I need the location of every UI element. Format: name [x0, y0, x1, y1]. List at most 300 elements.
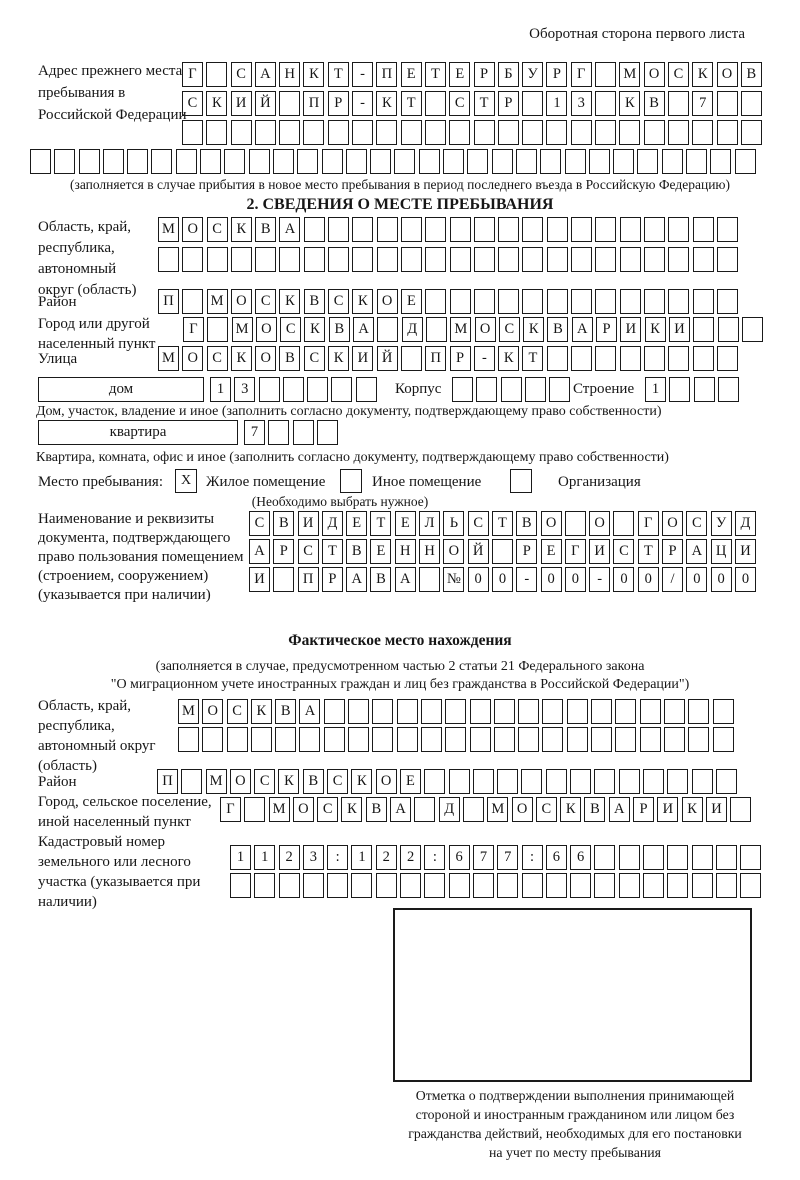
form-cell[interactable]: [443, 149, 464, 174]
form-cell[interactable]: [594, 845, 615, 870]
form-cell[interactable]: [667, 873, 688, 898]
form-cell[interactable]: [717, 289, 738, 314]
form-cell[interactable]: Г: [183, 317, 204, 342]
form-cell[interactable]: 0: [492, 567, 513, 592]
form-cell[interactable]: С: [298, 539, 319, 564]
form-cell[interactable]: [249, 149, 270, 174]
form-cell[interactable]: :: [424, 845, 445, 870]
form-cell[interactable]: Е: [346, 511, 367, 536]
form-cell[interactable]: М: [619, 62, 640, 87]
form-cell[interactable]: [668, 289, 689, 314]
form-cell[interactable]: С: [207, 346, 228, 371]
form-cell[interactable]: А: [346, 567, 367, 592]
form-cell[interactable]: [518, 699, 539, 724]
form-cell[interactable]: [717, 91, 738, 116]
form-cell[interactable]: Р: [633, 797, 654, 822]
form-cell[interactable]: С: [182, 91, 203, 116]
form-cell[interactable]: [476, 377, 497, 402]
form-cell[interactable]: [449, 120, 470, 145]
form-cell[interactable]: -: [516, 567, 537, 592]
form-cell[interactable]: [328, 247, 349, 272]
form-cell[interactable]: [255, 247, 276, 272]
form-cell[interactable]: 0: [541, 567, 562, 592]
form-cell[interactable]: А: [279, 217, 300, 242]
form-cell[interactable]: К: [692, 62, 713, 87]
form-cell[interactable]: Е: [370, 539, 391, 564]
form-cell[interactable]: С: [668, 62, 689, 87]
form-cell[interactable]: В: [644, 91, 665, 116]
form-cell[interactable]: [615, 699, 636, 724]
form-cell[interactable]: [273, 149, 294, 174]
form-cell[interactable]: [591, 727, 612, 752]
form-cell[interactable]: [394, 149, 415, 174]
form-cell[interactable]: О: [182, 217, 203, 242]
form-cell[interactable]: [467, 149, 488, 174]
form-cell[interactable]: С: [255, 289, 276, 314]
form-cell[interactable]: [299, 727, 320, 752]
form-cell[interactable]: [372, 699, 393, 724]
form-cell[interactable]: Е: [395, 511, 416, 536]
form-cell[interactable]: [594, 769, 615, 794]
form-cell[interactable]: О: [255, 346, 276, 371]
form-cell[interactable]: [470, 699, 491, 724]
form-cell[interactable]: [425, 217, 446, 242]
form-cell[interactable]: [424, 769, 445, 794]
form-cell[interactable]: К: [231, 346, 252, 371]
form-cell[interactable]: [595, 346, 616, 371]
form-cell[interactable]: [450, 247, 471, 272]
form-cell[interactable]: [279, 120, 300, 145]
form-cell[interactable]: Т: [492, 511, 513, 536]
form-cell[interactable]: С: [327, 769, 348, 794]
form-cell[interactable]: 3: [234, 377, 255, 402]
form-cell[interactable]: [619, 845, 640, 870]
form-cell[interactable]: М: [158, 217, 179, 242]
form-cell[interactable]: А: [390, 797, 411, 822]
form-cell[interactable]: [667, 769, 688, 794]
form-cell[interactable]: [501, 377, 522, 402]
form-cell[interactable]: [178, 727, 199, 752]
form-cell[interactable]: [644, 247, 665, 272]
form-cell[interactable]: И: [706, 797, 727, 822]
form-cell[interactable]: К: [206, 91, 227, 116]
form-cell[interactable]: [717, 247, 738, 272]
form-cell[interactable]: 2: [376, 845, 397, 870]
form-cell[interactable]: 2: [279, 845, 300, 870]
form-cell[interactable]: [79, 149, 100, 174]
form-cell[interactable]: [351, 873, 372, 898]
form-cell[interactable]: [693, 217, 714, 242]
form-cell[interactable]: [498, 217, 519, 242]
form-cell[interactable]: Е: [449, 62, 470, 87]
form-cell[interactable]: [283, 377, 304, 402]
form-cell[interactable]: 7: [692, 91, 713, 116]
form-cell[interactable]: П: [376, 62, 397, 87]
form-cell[interactable]: Н: [279, 62, 300, 87]
form-cell[interactable]: 1: [546, 91, 567, 116]
form-cell[interactable]: [307, 377, 328, 402]
form-cell[interactable]: [445, 699, 466, 724]
form-cell[interactable]: [620, 289, 641, 314]
form-cell[interactable]: [664, 699, 685, 724]
form-cell[interactable]: [571, 289, 592, 314]
form-cell[interactable]: Р: [516, 539, 537, 564]
form-cell[interactable]: [293, 420, 314, 445]
form-cell[interactable]: А: [686, 539, 707, 564]
form-cell[interactable]: Т: [328, 62, 349, 87]
form-cell[interactable]: Д: [402, 317, 423, 342]
form-cell[interactable]: О: [230, 769, 251, 794]
form-cell[interactable]: С: [304, 346, 325, 371]
form-cell[interactable]: [619, 120, 640, 145]
form-cell[interactable]: 1: [230, 845, 251, 870]
form-cell[interactable]: [372, 727, 393, 752]
form-cell[interactable]: [182, 247, 203, 272]
form-cell[interactable]: [492, 149, 513, 174]
form-cell[interactable]: [718, 377, 739, 402]
form-cell[interactable]: [317, 420, 338, 445]
form-cell[interactable]: [127, 149, 148, 174]
form-cell[interactable]: [595, 91, 616, 116]
form-cell[interactable]: А: [609, 797, 630, 822]
form-cell[interactable]: К: [523, 317, 544, 342]
form-cell[interactable]: [224, 149, 245, 174]
form-cell[interactable]: [668, 91, 689, 116]
form-cell[interactable]: [182, 120, 203, 145]
form-cell[interactable]: В: [370, 567, 391, 592]
form-cell[interactable]: [620, 247, 641, 272]
form-cell[interactable]: [668, 346, 689, 371]
form-cell[interactable]: [497, 769, 518, 794]
form-cell[interactable]: В: [255, 217, 276, 242]
form-cell[interactable]: И: [249, 567, 270, 592]
form-cell[interactable]: [474, 289, 495, 314]
form-cell[interactable]: 6: [546, 845, 567, 870]
form-cell[interactable]: К: [341, 797, 362, 822]
form-cell[interactable]: [304, 247, 325, 272]
form-cell[interactable]: [718, 317, 739, 342]
form-cell[interactable]: 1: [254, 845, 275, 870]
form-cell[interactable]: [640, 699, 661, 724]
form-cell[interactable]: [620, 346, 641, 371]
form-cell[interactable]: [730, 797, 751, 822]
form-cell[interactable]: И: [231, 91, 252, 116]
form-cell[interactable]: [449, 873, 470, 898]
form-cell[interactable]: 1: [210, 377, 231, 402]
form-cell[interactable]: [474, 120, 495, 145]
form-cell[interactable]: [498, 120, 519, 145]
form-cell[interactable]: [473, 769, 494, 794]
form-cell[interactable]: [516, 149, 537, 174]
form-cell[interactable]: У: [522, 62, 543, 87]
form-cell[interactable]: Г: [571, 62, 592, 87]
form-cell[interactable]: И: [352, 346, 373, 371]
form-cell[interactable]: И: [298, 511, 319, 536]
form-cell[interactable]: [589, 149, 610, 174]
form-cell[interactable]: К: [619, 91, 640, 116]
form-cell[interactable]: Д: [735, 511, 756, 536]
form-cell[interactable]: [717, 120, 738, 145]
dom-name-box[interactable]: дом: [38, 377, 204, 402]
form-cell[interactable]: П: [425, 346, 446, 371]
form-cell[interactable]: [54, 149, 75, 174]
form-cell[interactable]: К: [251, 699, 272, 724]
form-cell[interactable]: М: [206, 769, 227, 794]
form-cell[interactable]: Н: [395, 539, 416, 564]
form-cell[interactable]: [619, 873, 640, 898]
form-cell[interactable]: [540, 149, 561, 174]
form-cell[interactable]: [571, 217, 592, 242]
form-cell[interactable]: [268, 420, 289, 445]
form-cell[interactable]: №: [443, 567, 464, 592]
form-cell[interactable]: И: [657, 797, 678, 822]
organizaciya-checkbox[interactable]: [510, 469, 532, 493]
form-cell[interactable]: О: [475, 317, 496, 342]
form-cell[interactable]: Е: [541, 539, 562, 564]
form-cell[interactable]: [401, 346, 422, 371]
form-cell[interactable]: [227, 727, 248, 752]
form-cell[interactable]: [492, 539, 513, 564]
form-cell[interactable]: П: [303, 91, 324, 116]
form-cell[interactable]: К: [645, 317, 666, 342]
form-cell[interactable]: [376, 873, 397, 898]
form-cell[interactable]: К: [682, 797, 703, 822]
form-cell[interactable]: [450, 289, 471, 314]
form-cell[interactable]: 0: [468, 567, 489, 592]
form-cell[interactable]: [694, 377, 715, 402]
form-cell[interactable]: [571, 346, 592, 371]
form-cell[interactable]: [693, 247, 714, 272]
form-cell[interactable]: [401, 120, 422, 145]
form-cell[interactable]: [397, 727, 418, 752]
form-cell[interactable]: [692, 769, 713, 794]
form-cell[interactable]: 1: [351, 845, 372, 870]
form-cell[interactable]: В: [303, 769, 324, 794]
form-cell[interactable]: [352, 120, 373, 145]
form-cell[interactable]: [352, 247, 373, 272]
form-cell[interactable]: [279, 91, 300, 116]
form-cell[interactable]: У: [711, 511, 732, 536]
form-cell[interactable]: Р: [498, 91, 519, 116]
form-cell[interactable]: 0: [735, 567, 756, 592]
form-cell[interactable]: Т: [370, 511, 391, 536]
form-cell[interactable]: [693, 289, 714, 314]
form-cell[interactable]: [231, 120, 252, 145]
form-cell[interactable]: [713, 699, 734, 724]
form-cell[interactable]: К: [352, 289, 373, 314]
form-cell[interactable]: [348, 699, 369, 724]
form-cell[interactable]: [522, 247, 543, 272]
form-cell[interactable]: [424, 873, 445, 898]
form-cell[interactable]: [525, 377, 546, 402]
form-cell[interactable]: Р: [546, 62, 567, 87]
form-cell[interactable]: [419, 149, 440, 174]
form-cell[interactable]: [425, 289, 446, 314]
form-cell[interactable]: О: [644, 62, 665, 87]
form-cell[interactable]: [594, 873, 615, 898]
form-cell[interactable]: Г: [182, 62, 203, 87]
form-cell[interactable]: О: [182, 346, 203, 371]
form-cell[interactable]: [522, 289, 543, 314]
form-cell[interactable]: И: [620, 317, 641, 342]
form-cell[interactable]: М: [269, 797, 290, 822]
form-cell[interactable]: [542, 727, 563, 752]
form-cell[interactable]: [595, 62, 616, 87]
form-cell[interactable]: Т: [522, 346, 543, 371]
form-cell[interactable]: К: [376, 91, 397, 116]
form-cell[interactable]: [151, 149, 172, 174]
form-cell[interactable]: [207, 247, 228, 272]
form-cell[interactable]: [688, 699, 709, 724]
form-cell[interactable]: С: [249, 511, 270, 536]
form-cell[interactable]: [742, 317, 763, 342]
form-cell[interactable]: [230, 873, 251, 898]
form-cell[interactable]: -: [589, 567, 610, 592]
form-cell[interactable]: [740, 873, 761, 898]
form-cell[interactable]: С: [449, 91, 470, 116]
form-cell[interactable]: В: [346, 539, 367, 564]
form-cell[interactable]: [546, 873, 567, 898]
form-cell[interactable]: [425, 247, 446, 272]
form-cell[interactable]: [273, 567, 294, 592]
form-cell[interactable]: [200, 149, 221, 174]
form-cell[interactable]: К: [498, 346, 519, 371]
form-cell[interactable]: [377, 247, 398, 272]
form-cell[interactable]: [741, 91, 762, 116]
form-cell[interactable]: О: [717, 62, 738, 87]
form-cell[interactable]: 2: [400, 845, 421, 870]
form-cell[interactable]: С: [536, 797, 557, 822]
form-cell[interactable]: [546, 120, 567, 145]
form-cell[interactable]: [474, 247, 495, 272]
form-cell[interactable]: Д: [322, 511, 343, 536]
form-cell[interactable]: [331, 377, 352, 402]
form-cell[interactable]: [182, 289, 203, 314]
form-cell[interactable]: В: [584, 797, 605, 822]
form-cell[interactable]: С: [499, 317, 520, 342]
form-cell[interactable]: [547, 346, 568, 371]
form-cell[interactable]: С: [686, 511, 707, 536]
form-cell[interactable]: [620, 217, 641, 242]
form-cell[interactable]: [613, 511, 634, 536]
form-cell[interactable]: [303, 120, 324, 145]
form-cell[interactable]: [297, 149, 318, 174]
form-cell[interactable]: [450, 217, 471, 242]
form-cell[interactable]: С: [254, 769, 275, 794]
form-cell[interactable]: [542, 699, 563, 724]
form-cell[interactable]: -: [474, 346, 495, 371]
form-cell[interactable]: [615, 727, 636, 752]
form-cell[interactable]: С: [317, 797, 338, 822]
form-cell[interactable]: Т: [401, 91, 422, 116]
form-cell[interactable]: [370, 149, 391, 174]
form-cell[interactable]: Й: [377, 346, 398, 371]
form-cell[interactable]: 6: [570, 845, 591, 870]
form-cell[interactable]: [692, 845, 713, 870]
form-cell[interactable]: 7: [473, 845, 494, 870]
form-cell[interactable]: К: [279, 289, 300, 314]
form-cell[interactable]: [494, 727, 515, 752]
form-cell[interactable]: [176, 149, 197, 174]
form-cell[interactable]: [547, 247, 568, 272]
form-cell[interactable]: [377, 217, 398, 242]
form-cell[interactable]: Р: [662, 539, 683, 564]
form-cell[interactable]: Р: [450, 346, 471, 371]
form-cell[interactable]: [546, 769, 567, 794]
form-cell[interactable]: [445, 727, 466, 752]
form-cell[interactable]: [595, 120, 616, 145]
form-cell[interactable]: [741, 120, 762, 145]
form-cell[interactable]: [693, 317, 714, 342]
form-cell[interactable]: [401, 217, 422, 242]
form-cell[interactable]: [376, 120, 397, 145]
form-cell[interactable]: А: [299, 699, 320, 724]
form-cell[interactable]: [692, 873, 713, 898]
form-cell[interactable]: О: [443, 539, 464, 564]
form-cell[interactable]: [644, 120, 665, 145]
form-cell[interactable]: Р: [273, 539, 294, 564]
form-cell[interactable]: [716, 845, 737, 870]
form-cell[interactable]: [324, 699, 345, 724]
form-cell[interactable]: [644, 346, 665, 371]
form-cell[interactable]: [664, 727, 685, 752]
form-cell[interactable]: [619, 769, 640, 794]
form-cell[interactable]: О: [377, 289, 398, 314]
form-cell[interactable]: О: [202, 699, 223, 724]
form-cell[interactable]: [303, 873, 324, 898]
form-cell[interactable]: Б: [498, 62, 519, 87]
form-cell[interactable]: М: [158, 346, 179, 371]
form-cell[interactable]: [567, 727, 588, 752]
form-cell[interactable]: [259, 377, 280, 402]
form-cell[interactable]: [570, 873, 591, 898]
form-cell[interactable]: К: [351, 769, 372, 794]
form-cell[interactable]: [637, 149, 658, 174]
form-cell[interactable]: [275, 727, 296, 752]
form-cell[interactable]: Т: [322, 539, 343, 564]
form-cell[interactable]: О: [662, 511, 683, 536]
form-cell[interactable]: О: [512, 797, 533, 822]
form-cell[interactable]: [713, 727, 734, 752]
form-cell[interactable]: -: [352, 62, 373, 87]
form-cell[interactable]: Ь: [443, 511, 464, 536]
form-cell[interactable]: [348, 727, 369, 752]
form-cell[interactable]: [571, 120, 592, 145]
form-cell[interactable]: Й: [255, 91, 276, 116]
form-cell[interactable]: [740, 845, 761, 870]
form-cell[interactable]: [279, 247, 300, 272]
form-cell[interactable]: О: [293, 797, 314, 822]
form-cell[interactable]: Т: [638, 539, 659, 564]
form-cell[interactable]: 0: [565, 567, 586, 592]
form-cell[interactable]: [463, 797, 484, 822]
form-cell[interactable]: Г: [220, 797, 241, 822]
form-cell[interactable]: :: [522, 845, 543, 870]
form-cell[interactable]: П: [158, 289, 179, 314]
form-cell[interactable]: К: [304, 317, 325, 342]
form-cell[interactable]: О: [256, 317, 277, 342]
form-cell[interactable]: [103, 149, 124, 174]
form-cell[interactable]: [710, 149, 731, 174]
form-cell[interactable]: [668, 120, 689, 145]
form-cell[interactable]: [498, 289, 519, 314]
zhiloe-checkbox[interactable]: X: [175, 469, 197, 493]
form-cell[interactable]: [521, 769, 542, 794]
form-cell[interactable]: [686, 149, 707, 174]
form-cell[interactable]: О: [541, 511, 562, 536]
form-cell[interactable]: [322, 149, 343, 174]
form-cell[interactable]: 0: [613, 567, 634, 592]
